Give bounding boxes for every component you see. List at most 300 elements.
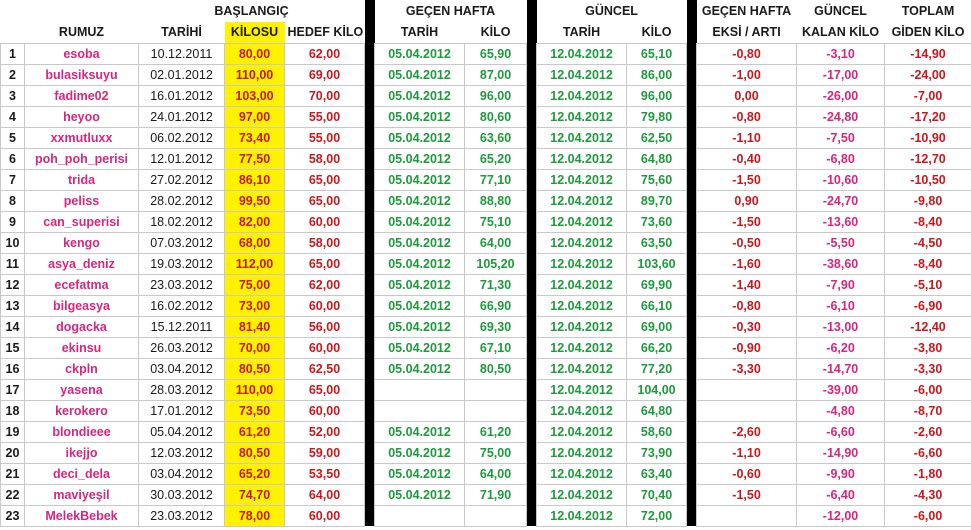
rumuz-cell: deci_dela: [25, 463, 139, 484]
weekly-diff-cell: -1,60: [697, 253, 797, 274]
start-weight-cell: 81,40: [225, 316, 285, 337]
current-weight-cell: 89,70: [627, 190, 687, 211]
column-separator: [687, 316, 697, 337]
current-weight-cell: 63,50: [627, 232, 687, 253]
last-week-weight-cell: 96,00: [465, 85, 527, 106]
start-date-cell: 26.03.2012: [139, 337, 225, 358]
weekly-diff-cell: -0,60: [697, 463, 797, 484]
start-weight-cell: 110,00: [225, 64, 285, 85]
col-header-g-tarih: TARİH: [562, 25, 601, 40]
weekly-diff-cell: -0,40: [697, 148, 797, 169]
last-week-weight-cell: 75,10: [465, 211, 527, 232]
last-week-weight-cell: [465, 379, 527, 400]
weekly-diff-cell: -1,00: [697, 64, 797, 85]
column-separator: [365, 484, 375, 505]
current-weight-cell: 63,40: [627, 463, 687, 484]
total-lost-cell: -6,00: [885, 505, 971, 526]
col-header-g-kilo: KİLO: [641, 25, 672, 40]
table-row: [1, 463, 971, 484]
last-week-date-cell: 05.04.2012: [375, 442, 465, 463]
row-number: 12: [1, 274, 25, 295]
start-weight-cell: 103,00: [225, 85, 285, 106]
weekly-diff-cell: 0,90: [697, 190, 797, 211]
remaining-weight-cell: -9,90: [797, 463, 885, 484]
column-separator: [527, 0, 537, 22]
row-number: 5: [1, 127, 25, 148]
current-weight-cell: 79,80: [627, 106, 687, 127]
row-number: 7: [1, 169, 25, 190]
last-week-date-cell: [375, 379, 465, 400]
target-weight-cell: 65,00: [285, 190, 365, 211]
row-number: 2: [1, 64, 25, 85]
start-weight-cell: 78,00: [225, 505, 285, 526]
rumuz-cell: blondieee: [25, 421, 139, 442]
last-week-date-cell: 05.04.2012: [375, 85, 465, 106]
remaining-weight-cell: -5,50: [797, 232, 885, 253]
header-toplam: TOPLAM: [901, 4, 955, 18]
start-date-cell: 28.03.2012: [139, 379, 225, 400]
column-separator: [527, 85, 537, 106]
target-weight-cell: 52,00: [285, 421, 365, 442]
column-separator: [365, 64, 375, 85]
column-separator: [365, 442, 375, 463]
column-separator: [365, 169, 375, 190]
target-weight-cell: 60,00: [285, 295, 365, 316]
row-number: 21: [1, 463, 25, 484]
row-number: 10: [1, 232, 25, 253]
total-lost-cell: -8,40: [885, 211, 971, 232]
start-weight-cell: 110,00: [225, 379, 285, 400]
start-weight-cell: 68,00: [225, 232, 285, 253]
column-separator: [365, 0, 375, 22]
column-separator: [527, 148, 537, 169]
start-date-cell: 19.03.2012: [139, 253, 225, 274]
remaining-weight-cell: -6,60: [797, 421, 885, 442]
row-number: 22: [1, 484, 25, 505]
rumuz-cell: MelekBebek: [25, 505, 139, 526]
row-number: 17: [1, 379, 25, 400]
weekly-diff-cell: -1,10: [697, 127, 797, 148]
column-separator: [527, 463, 537, 484]
start-date-cell: 16.01.2012: [139, 85, 225, 106]
col-header-gh-tarih: TARİH: [400, 25, 439, 40]
current-weight-cell: 86,00: [627, 64, 687, 85]
rumuz-cell: ekinsu: [25, 337, 139, 358]
row-number: 20: [1, 442, 25, 463]
weekly-diff-cell: [697, 505, 797, 526]
col-header-hedef-kilo: HEDEF KİLO: [287, 25, 364, 40]
current-weight-cell: 103,60: [627, 253, 687, 274]
column-separator: [527, 295, 537, 316]
last-week-weight-cell: 64,00: [465, 232, 527, 253]
current-date-cell: 12.04.2012: [537, 106, 627, 127]
start-weight-cell: 80,00: [225, 43, 285, 64]
row-number: 14: [1, 316, 25, 337]
column-separator: [365, 190, 375, 211]
current-weight-cell: 64,80: [627, 400, 687, 421]
row-number: 11: [1, 253, 25, 274]
weekly-diff-cell: -0,80: [697, 295, 797, 316]
start-weight-cell: 86,10: [225, 169, 285, 190]
remaining-weight-cell: -6,40: [797, 484, 885, 505]
column-separator: [365, 463, 375, 484]
last-week-date-cell: 05.04.2012: [375, 484, 465, 505]
current-weight-cell: 66,20: [627, 337, 687, 358]
current-weight-cell: 69,00: [627, 316, 687, 337]
last-week-weight-cell: 87,00: [465, 64, 527, 85]
column-separator: [527, 232, 537, 253]
column-separator: [687, 421, 697, 442]
column-separator: [365, 148, 375, 169]
start-date-cell: 23.03.2012: [139, 505, 225, 526]
last-week-weight-cell: 65,20: [465, 148, 527, 169]
column-separator: [527, 379, 537, 400]
col-header-eksi-arti: EKSİ / ARTI: [712, 25, 781, 40]
weekly-diff-cell: -1,10: [697, 442, 797, 463]
weekly-diff-cell: -1,50: [697, 169, 797, 190]
row-number: 3: [1, 85, 25, 106]
total-lost-cell: -3,30: [885, 358, 971, 379]
current-date-cell: 12.04.2012: [537, 211, 627, 232]
start-date-cell: 05.04.2012: [139, 421, 225, 442]
table-row: [1, 253, 971, 274]
row-number: 1: [1, 43, 25, 64]
rumuz-cell: poh_poh_perisi: [25, 148, 139, 169]
table-row: [1, 232, 971, 253]
target-weight-cell: 55,00: [285, 127, 365, 148]
last-week-weight-cell: 64,00: [465, 463, 527, 484]
start-weight-cell: 73,50: [225, 400, 285, 421]
current-date-cell: 12.04.2012: [537, 442, 627, 463]
table-row: [1, 106, 971, 127]
header-guncel: GÜNCEL: [585, 4, 638, 18]
rumuz-cell: asya_deniz: [25, 253, 139, 274]
column-separator: [687, 463, 697, 484]
last-week-date-cell: 05.04.2012: [375, 232, 465, 253]
column-separator: [687, 127, 697, 148]
current-date-cell: 12.04.2012: [537, 295, 627, 316]
table-row: [1, 295, 971, 316]
last-week-date-cell: 05.04.2012: [375, 211, 465, 232]
weekly-diff-cell: -1,50: [697, 484, 797, 505]
start-date-cell: 03.04.2012: [139, 463, 225, 484]
column-separator: [687, 274, 697, 295]
column-separator: [687, 232, 697, 253]
total-lost-cell: -6,90: [885, 295, 971, 316]
rumuz-cell: ikejjo: [25, 442, 139, 463]
current-date-cell: 12.04.2012: [537, 274, 627, 295]
column-separator: [527, 22, 537, 43]
last-week-date-cell: 05.04.2012: [375, 190, 465, 211]
remaining-weight-cell: -7,50: [797, 127, 885, 148]
start-weight-cell: 80,50: [225, 358, 285, 379]
total-lost-cell: -24,00: [885, 64, 971, 85]
last-week-weight-cell: 69,30: [465, 316, 527, 337]
start-date-cell: 06.02.2012: [139, 127, 225, 148]
table-row: [1, 316, 971, 337]
last-week-weight-cell: 65,90: [465, 43, 527, 64]
column-separator: [687, 253, 697, 274]
column-separator: [687, 484, 697, 505]
remaining-weight-cell: -26,00: [797, 85, 885, 106]
start-date-cell: 12.01.2012: [139, 148, 225, 169]
target-weight-cell: 62,00: [285, 43, 365, 64]
current-weight-cell: 96,00: [627, 85, 687, 106]
last-week-date-cell: 05.04.2012: [375, 253, 465, 274]
target-weight-cell: 59,00: [285, 442, 365, 463]
current-weight-cell: 69,90: [627, 274, 687, 295]
column-separator: [687, 169, 697, 190]
current-weight-cell: 58,60: [627, 421, 687, 442]
total-lost-cell: -1,80: [885, 463, 971, 484]
rumuz-cell: esoba: [25, 43, 139, 64]
start-date-cell: 23.03.2012: [139, 274, 225, 295]
remaining-weight-cell: -7,90: [797, 274, 885, 295]
remaining-weight-cell: -6,10: [797, 295, 885, 316]
start-date-cell: 16.02.2012: [139, 295, 225, 316]
target-weight-cell: 62,00: [285, 274, 365, 295]
current-date-cell: 12.04.2012: [537, 421, 627, 442]
table-row: [1, 127, 971, 148]
col-header-giden-kilo: GİDEN KİLO: [891, 25, 965, 40]
column-separator: [365, 295, 375, 316]
start-date-cell: 30.03.2012: [139, 484, 225, 505]
rumuz-cell: kerokero: [25, 400, 139, 421]
last-week-weight-cell: 63,60: [465, 127, 527, 148]
column-separator: [527, 169, 537, 190]
remaining-weight-cell: -17,00: [797, 64, 885, 85]
column-separator: [687, 358, 697, 379]
header-gecen-hafta: GEÇEN HAFTA: [405, 4, 496, 18]
target-weight-cell: 65,00: [285, 253, 365, 274]
start-weight-cell: 75,00: [225, 274, 285, 295]
column-separator: [527, 421, 537, 442]
start-date-cell: 27.02.2012: [139, 169, 225, 190]
column-separator: [365, 400, 375, 421]
current-weight-cell: 75,60: [627, 169, 687, 190]
column-separator: [527, 484, 537, 505]
total-lost-cell: -2,60: [885, 421, 971, 442]
current-date-cell: 12.04.2012: [537, 64, 627, 85]
rumuz-cell: kengo: [25, 232, 139, 253]
column-separator: [365, 337, 375, 358]
weekly-diff-cell: [697, 400, 797, 421]
remaining-weight-cell: -13,60: [797, 211, 885, 232]
start-weight-cell: 82,00: [225, 211, 285, 232]
row-number: 4: [1, 106, 25, 127]
column-separator: [365, 106, 375, 127]
last-week-date-cell: 05.04.2012: [375, 316, 465, 337]
table-row: [1, 484, 971, 505]
start-date-cell: 07.03.2012: [139, 232, 225, 253]
start-date-cell: 03.04.2012: [139, 358, 225, 379]
current-weight-cell: 70,40: [627, 484, 687, 505]
total-lost-cell: -8,70: [885, 400, 971, 421]
start-weight-cell: 65,20: [225, 463, 285, 484]
row-number: 23: [1, 505, 25, 526]
target-weight-cell: 56,00: [285, 316, 365, 337]
column-separator: [687, 85, 697, 106]
last-week-date-cell: 05.04.2012: [375, 358, 465, 379]
total-lost-cell: -12,70: [885, 148, 971, 169]
last-week-weight-cell: 105,20: [465, 253, 527, 274]
target-weight-cell: 53,50: [285, 463, 365, 484]
remaining-weight-cell: -14,70: [797, 358, 885, 379]
column-separator: [687, 0, 697, 22]
target-weight-cell: 62,50: [285, 358, 365, 379]
last-week-weight-cell: 61,20: [465, 421, 527, 442]
row-number: 9: [1, 211, 25, 232]
column-separator: [527, 358, 537, 379]
column-separator: [687, 106, 697, 127]
column-separator: [687, 64, 697, 85]
row-number: 13: [1, 295, 25, 316]
table-row: [1, 190, 971, 211]
target-weight-cell: 69,00: [285, 64, 365, 85]
current-date-cell: 12.04.2012: [537, 400, 627, 421]
last-week-date-cell: 05.04.2012: [375, 64, 465, 85]
start-weight-cell: 61,20: [225, 421, 285, 442]
start-date-cell: 18.02.2012: [139, 211, 225, 232]
weekly-diff-cell: -3,30: [697, 358, 797, 379]
remaining-weight-cell: -6,20: [797, 337, 885, 358]
weekly-diff-cell: -0,80: [697, 106, 797, 127]
total-lost-cell: -8,40: [885, 253, 971, 274]
total-lost-cell: -14,90: [885, 43, 971, 64]
target-weight-cell: 60,00: [285, 211, 365, 232]
last-week-date-cell: [375, 505, 465, 526]
current-weight-cell: 64,80: [627, 148, 687, 169]
column-separator: [365, 43, 375, 64]
current-date-cell: 12.04.2012: [537, 85, 627, 106]
column-separator: [527, 337, 537, 358]
weekly-diff-cell: -2,60: [697, 421, 797, 442]
column-separator: [527, 400, 537, 421]
start-date-cell: 12.03.2012: [139, 442, 225, 463]
column-separator: [365, 22, 375, 43]
weekly-diff-cell: -1,40: [697, 274, 797, 295]
target-weight-cell: 65,00: [285, 169, 365, 190]
column-separator: [527, 106, 537, 127]
current-weight-cell: 66,10: [627, 295, 687, 316]
total-lost-cell: -6,60: [885, 442, 971, 463]
total-lost-cell: -6,00: [885, 379, 971, 400]
row-number: 15: [1, 337, 25, 358]
remaining-weight-cell: -13,00: [797, 316, 885, 337]
table-row: [1, 43, 971, 64]
current-weight-cell: 73,60: [627, 211, 687, 232]
rumuz-cell: xxmutluxx: [25, 127, 139, 148]
last-week-date-cell: 05.04.2012: [375, 337, 465, 358]
start-weight-cell: 73,40: [225, 127, 285, 148]
rumuz-cell: heyoo: [25, 106, 139, 127]
total-lost-cell: -7,00: [885, 85, 971, 106]
total-lost-cell: -10,50: [885, 169, 971, 190]
remaining-weight-cell: -6,80: [797, 148, 885, 169]
target-weight-cell: 60,00: [285, 400, 365, 421]
weekly-diff-cell: -0,30: [697, 316, 797, 337]
current-date-cell: 12.04.2012: [537, 148, 627, 169]
last-week-weight-cell: 71,90: [465, 484, 527, 505]
column-separator: [687, 295, 697, 316]
current-date-cell: 12.04.2012: [537, 505, 627, 526]
total-lost-cell: -10,90: [885, 127, 971, 148]
column-separator: [687, 190, 697, 211]
table-row: [1, 442, 971, 463]
column-separator: [365, 379, 375, 400]
column-separator: [527, 211, 537, 232]
start-weight-cell: 112,00: [225, 253, 285, 274]
last-week-weight-cell: 88,80: [465, 190, 527, 211]
last-week-date-cell: 05.04.2012: [375, 274, 465, 295]
target-weight-cell: 64,00: [285, 484, 365, 505]
last-week-date-cell: 05.04.2012: [375, 169, 465, 190]
weekly-diff-cell: 0,00: [697, 85, 797, 106]
current-date-cell: 12.04.2012: [537, 358, 627, 379]
column-separator: [365, 316, 375, 337]
header-guncel-kalan: GÜNCEL: [814, 4, 867, 18]
col-header-kilosu: KİLOSU: [225, 22, 285, 43]
current-date-cell: 12.04.2012: [537, 127, 627, 148]
table-row: [1, 64, 971, 85]
target-weight-cell: 60,00: [285, 505, 365, 526]
target-weight-cell: 58,00: [285, 232, 365, 253]
current-date-cell: 12.04.2012: [537, 379, 627, 400]
current-date-cell: 12.04.2012: [537, 43, 627, 64]
table-row: [1, 85, 971, 106]
weekly-diff-cell: -1,50: [697, 211, 797, 232]
rumuz-cell: bilgeasya: [25, 295, 139, 316]
target-weight-cell: 60,00: [285, 337, 365, 358]
column-separator: [527, 274, 537, 295]
column-separator: [365, 127, 375, 148]
start-date-cell: 24.01.2012: [139, 106, 225, 127]
column-separator: [365, 85, 375, 106]
column-separator: [527, 505, 537, 526]
last-week-weight-cell: 71,30: [465, 274, 527, 295]
header-gecen-hafta-diff: GEÇEN HAFTA: [701, 4, 792, 18]
column-separator: [687, 442, 697, 463]
last-week-date-cell: 05.04.2012: [375, 148, 465, 169]
start-weight-cell: 74,70: [225, 484, 285, 505]
remaining-weight-cell: -24,80: [797, 106, 885, 127]
current-weight-cell: 72,00: [627, 505, 687, 526]
start-date-cell: 17.01.2012: [139, 400, 225, 421]
target-weight-cell: 65,00: [285, 379, 365, 400]
last-week-weight-cell: [465, 400, 527, 421]
rumuz-cell: ecefatma: [25, 274, 139, 295]
total-lost-cell: -3,80: [885, 337, 971, 358]
start-date-cell: 15.12.2011: [139, 316, 225, 337]
weekly-diff-cell: -0,90: [697, 337, 797, 358]
col-header-gh-kilo: KİLO: [480, 25, 511, 40]
table-row: [1, 379, 971, 400]
weekly-diff-cell: -0,50: [697, 232, 797, 253]
current-weight-cell: 104,00: [627, 379, 687, 400]
total-lost-cell: -17,20: [885, 106, 971, 127]
table-row: [1, 400, 971, 421]
remaining-weight-cell: -3,10: [797, 43, 885, 64]
last-week-date-cell: 05.04.2012: [375, 295, 465, 316]
remaining-weight-cell: -24,70: [797, 190, 885, 211]
last-week-weight-cell: 75,00: [465, 442, 527, 463]
current-date-cell: 12.04.2012: [537, 169, 627, 190]
start-weight-cell: 73,00: [225, 295, 285, 316]
table-row: [1, 421, 971, 442]
rumuz-cell: maviyeşil: [25, 484, 139, 505]
table-row: [1, 169, 971, 190]
last-week-date-cell: 05.04.2012: [375, 421, 465, 442]
